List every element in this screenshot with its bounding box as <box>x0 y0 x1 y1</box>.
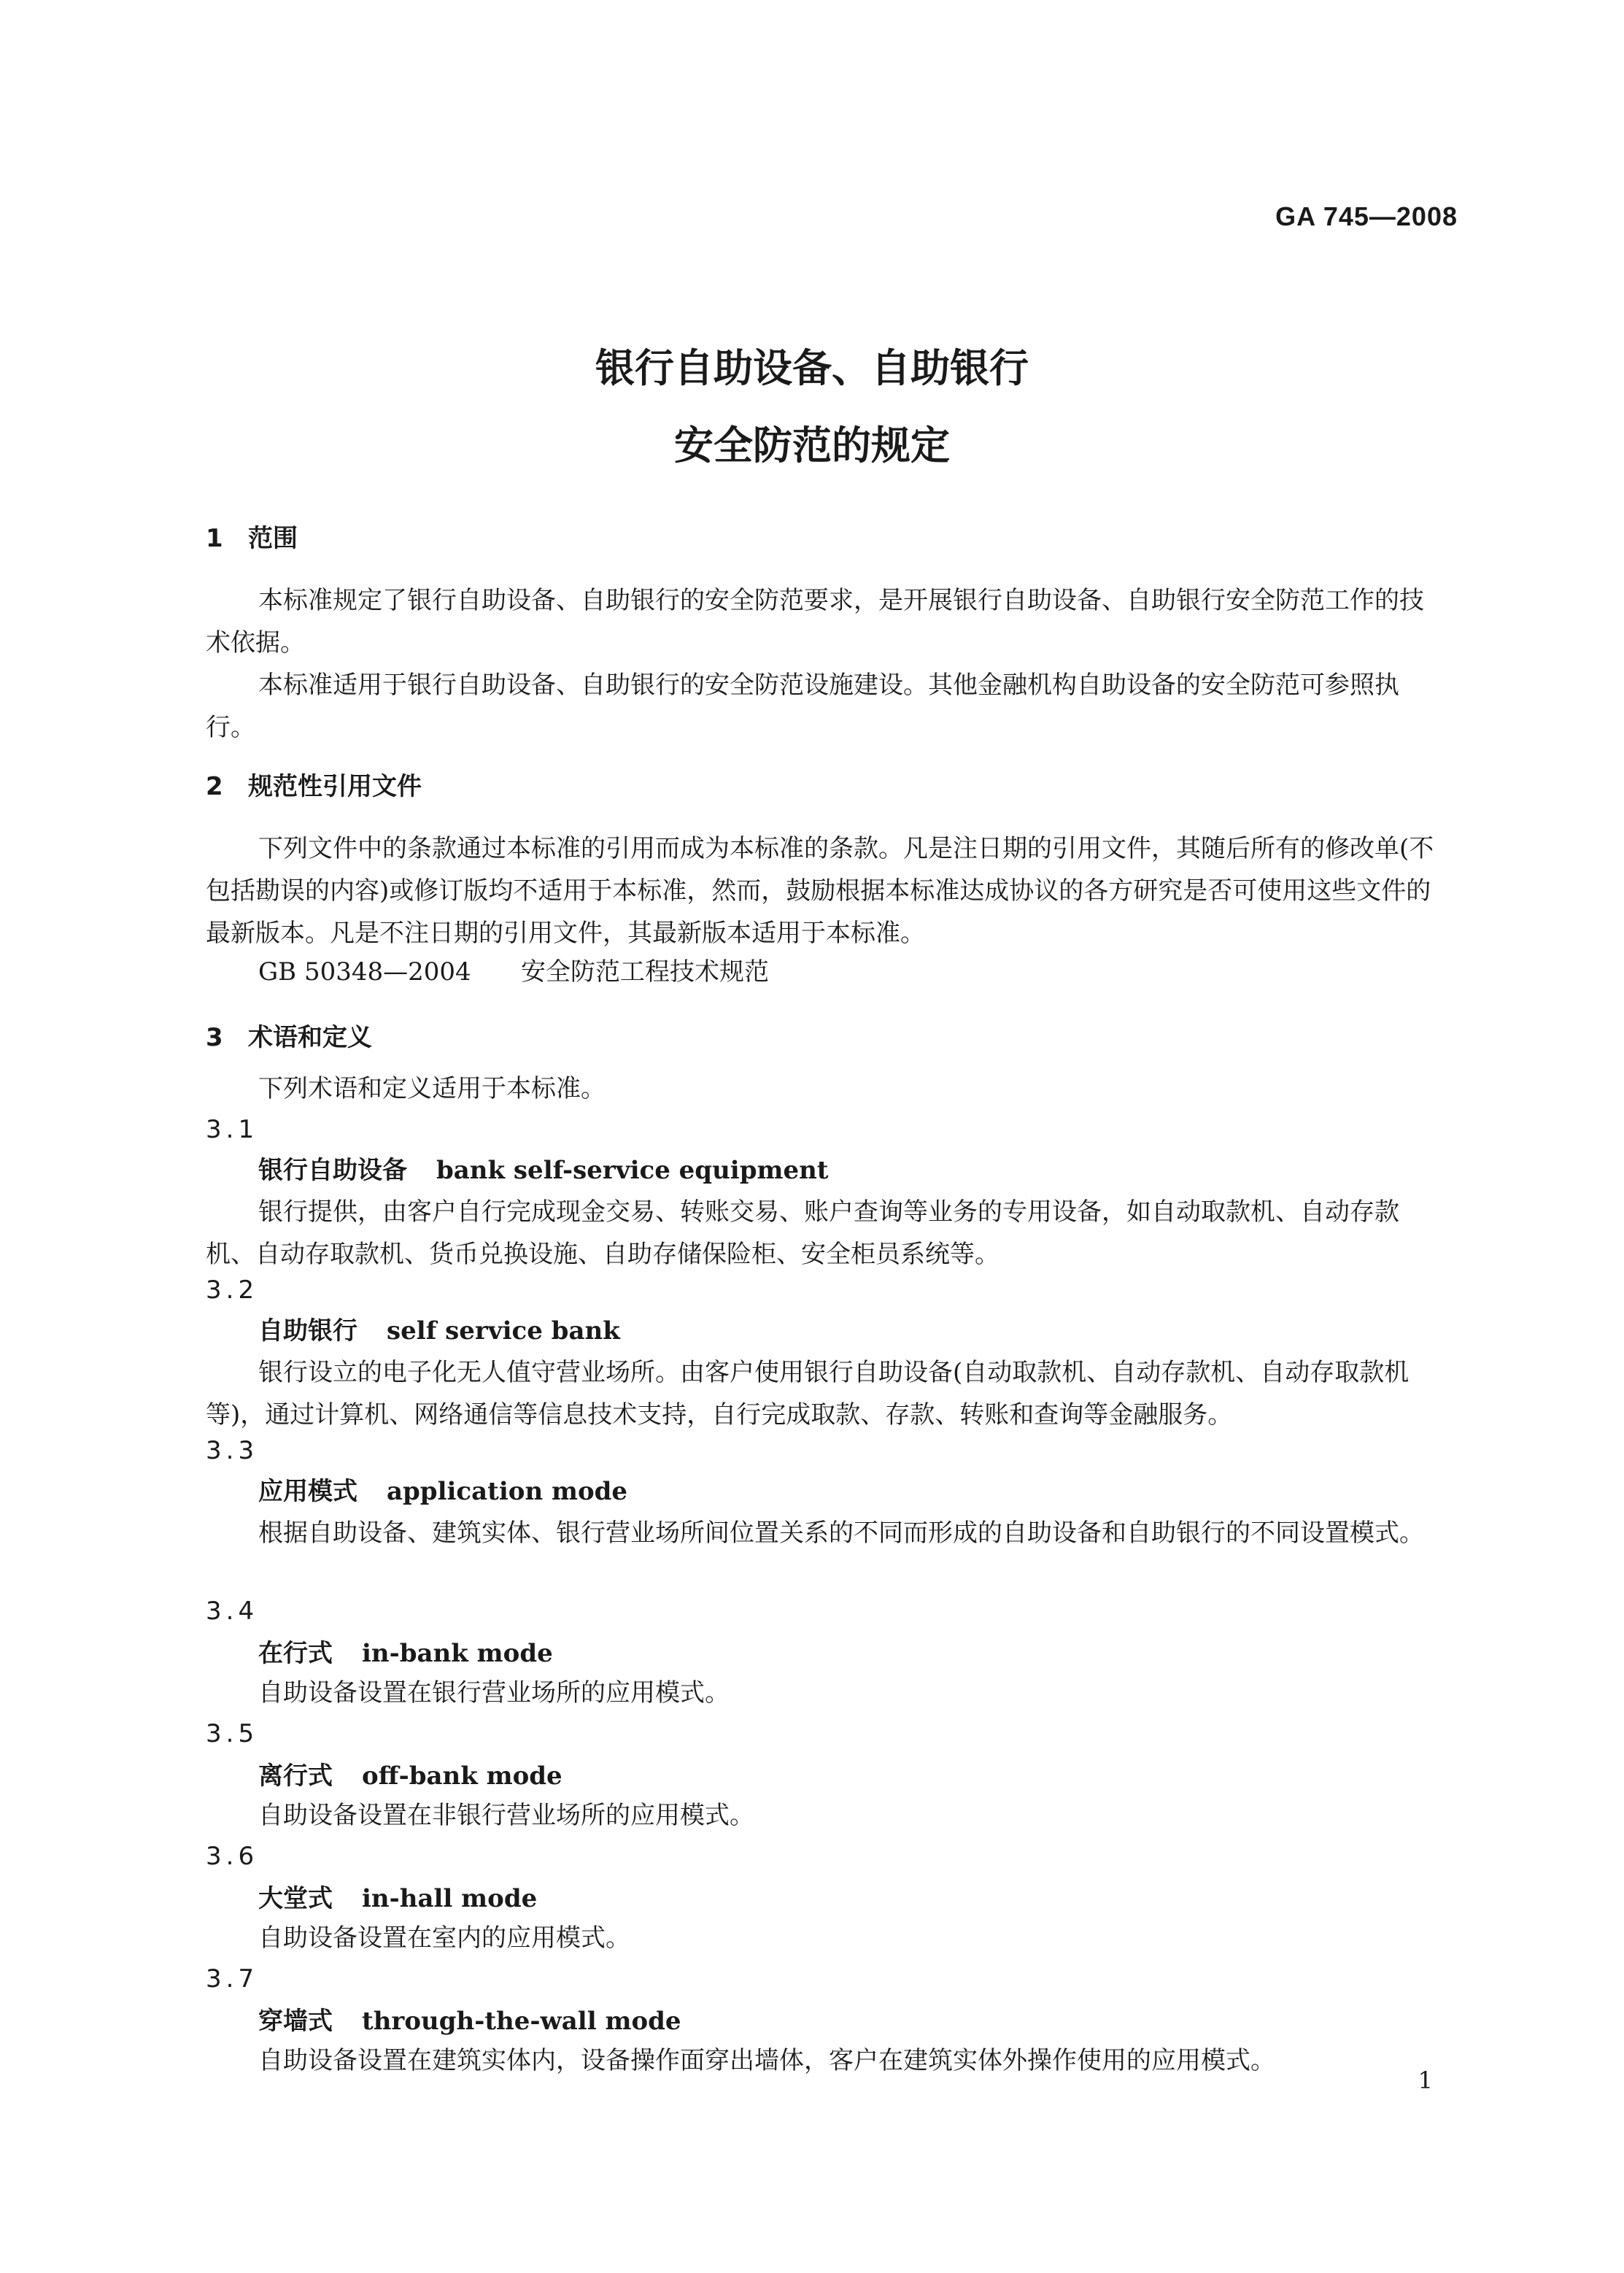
term-definition: 自助设备设置在非银行营业场所的应用模式。 <box>258 1801 754 1830</box>
term-heading <box>258 2005 681 2037</box>
section-number: 2 <box>206 772 223 801</box>
term-en: in-hall mode <box>362 1884 538 1913</box>
clause-number: 3.7 <box>206 1964 259 1994</box>
term-definition: 自助设备设置在建筑实体内，设备操作面穿出墙体，客户在建筑实体外操作使用的应用模式。 <box>258 2046 1275 2075</box>
normative-reference <box>258 956 769 988</box>
section-number: 1 <box>206 524 223 553</box>
paragraph: 本标准规定了银行自助设备、自助银行的安全防范要求，是开展银行自助设备、自助银行安全防范工作的技术依据。 <box>206 586 1424 657</box>
term-zh: 在行式 <box>258 1639 333 1668</box>
term-heading <box>258 1883 537 1915</box>
document-code: GA 745—2008 <box>1275 201 1458 231</box>
document-title <box>0 330 1624 485</box>
term-definition: 银行提供，由客户自行完成现金交易、转账交易、账户查询等业务的专用设备，如自动取款机、自动存款机、自动存取款机、货币兑换设施、自助存储保险柜、安全柜员系统等。 <box>206 1197 1399 1269</box>
page-number: 1 <box>1418 2066 1433 2094</box>
term-heading <box>258 1154 829 1186</box>
term-zh: 大堂式 <box>258 1884 333 1913</box>
reference-code: GB 50348—2004 <box>258 957 471 987</box>
term-definition: 自助设备设置在银行营业场所的应用模式。 <box>258 1678 730 1707</box>
section-title: 规范性引用文件 <box>248 772 422 801</box>
term-heading <box>258 1475 627 1508</box>
clause-number: 3.2 <box>206 1276 259 1305</box>
section-heading-3 <box>206 1022 372 1054</box>
clause-number: 3.1 <box>206 1115 259 1144</box>
section-heading-1 <box>206 522 298 555</box>
section-title: 术语和定义 <box>248 1023 372 1052</box>
term-en: bank self-service equipment <box>436 1156 829 1185</box>
paragraph: 下列文件中的条款通过本标准的引用而成为本标准的条款。凡是注日期的引用文件，其随后所有的修改单(不包括勘误的内容)或修订版均不适用于本标准，然而，鼓励根据本标准达成协议的各方研究是否可使用这些文件的最新版本。凡是不注日期的引用文件，其最新版本适用于本标准。 <box>206 834 1434 948</box>
term-zh: 穿墙式 <box>258 2007 333 2036</box>
clause-number: 3.3 <box>206 1436 259 1465</box>
term-zh: 离行式 <box>258 1761 333 1791</box>
section-heading-2 <box>206 771 422 803</box>
term-definition: 自助设备设置在室内的应用模式。 <box>258 1923 630 1953</box>
term-heading <box>258 1315 620 1347</box>
section-title: 范围 <box>248 524 298 553</box>
title-line-1: 银行自助设备、自助银行 <box>595 345 1029 391</box>
reference-title: 安全防范工程技术规范 <box>521 957 769 987</box>
term-en: off-bank mode <box>362 1761 562 1791</box>
term-definition: 根据自助设备、建筑实体、银行营业场所间位置关系的不同而形成的自助设备和自助银行的不同设置模式。 <box>258 1518 1424 1548</box>
term-heading <box>258 1637 553 1670</box>
term-definition: 银行设立的电子化无人值守营业场所。由客户使用银行自助设备(自动取款机、自动存款机、自动存取款机等)，通过计算机、网络通信等信息技术支持，自行完成取款、存款、转账和查询等金融服务。 <box>206 1358 1410 1429</box>
paragraph: 本标准适用于银行自助设备、自助银行的安全防范设施建设。其他金融机构自助设备的安全防范可参照执行。 <box>206 671 1399 742</box>
term-zh: 银行自助设备 <box>258 1156 407 1185</box>
title-line-2: 安全防范的规定 <box>674 422 950 468</box>
term-zh: 自助银行 <box>258 1316 357 1346</box>
clause-number: 3.4 <box>206 1597 259 1626</box>
term-en: self service bank <box>387 1316 620 1346</box>
section-number: 3 <box>206 1023 223 1052</box>
clause-number: 3.6 <box>206 1842 259 1871</box>
term-en: in-bank mode <box>362 1639 553 1668</box>
term-en: through-the-wall mode <box>362 2007 681 2036</box>
term-heading <box>258 1760 562 1792</box>
term-zh: 应用模式 <box>258 1477 357 1506</box>
term-en: application mode <box>387 1477 628 1506</box>
section-intro: 下列术语和定义适用于本标准。 <box>258 1074 606 1103</box>
clause-number: 3.5 <box>206 1719 259 1748</box>
